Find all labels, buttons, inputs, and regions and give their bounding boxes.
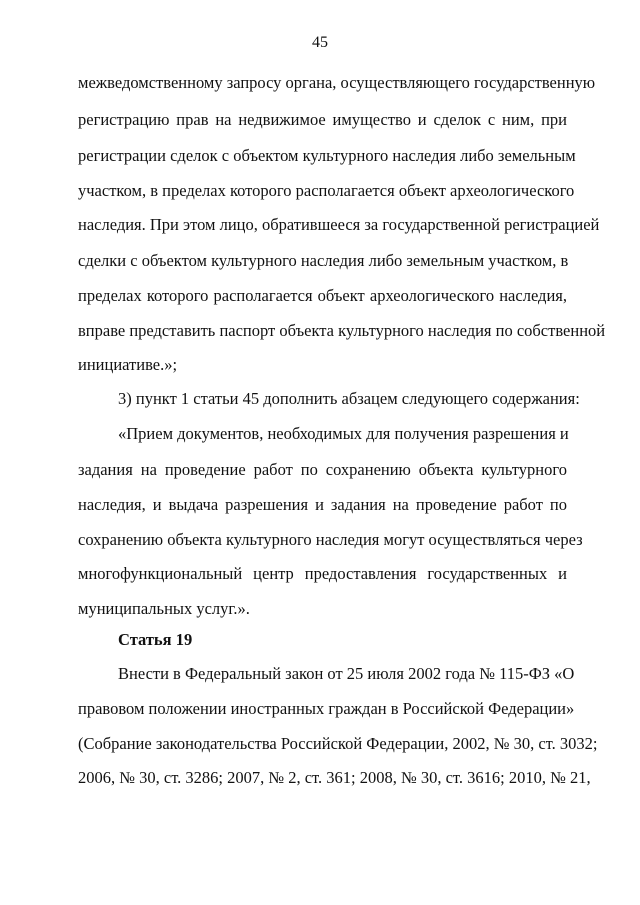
page-number: 45 xyxy=(312,34,328,51)
text-line: Внести в Федеральный закон от 25 июля 2002 года № 115-ФЗ «О xyxy=(118,664,575,683)
text-line: (Собрание законодательства Российской Федерации, 2002, № 30, ст. 3032; xyxy=(78,734,598,753)
text-line: «Прием документов, необходимых для получения разрешения и xyxy=(118,424,569,443)
text-line: вправе представить паспорт объекта культурного наследия по собственной xyxy=(78,321,606,340)
text-line: сделки с объектом культурного наследия либо земельным участком, в xyxy=(78,251,569,270)
text-line: участком, в пределах которого располагается объект археологического xyxy=(78,181,575,200)
text-line: муниципальных услуг.». xyxy=(78,599,250,618)
text-line: наследия, и выдача разрешения и задания на проведение работ по xyxy=(78,495,567,514)
text-line: задания на проведение работ по сохранению объекта культурного xyxy=(78,460,567,479)
text-line: регистрации сделок с объектом культурного наследия либо земельным xyxy=(78,146,576,165)
text-line: 2006, № 30, ст. 3286; 2007, № 2, ст. 361; 2008, № 30, ст. 3616; 2010, № 21, xyxy=(78,768,591,787)
text-line: межведомственному запросу органа, осуществляющего государственную xyxy=(78,73,596,92)
text-line: регистрацию прав на недвижимое имущество и сделок с ним, при xyxy=(78,110,567,129)
text-line: сохранению объекта культурного наследия могут осуществляться через xyxy=(78,530,583,549)
text-line: многофункциональный центр предоставления государственных и xyxy=(78,564,567,583)
text-line: инициативе.»; xyxy=(78,355,178,374)
text-line: пределах которого располагается объект археологического наследия, xyxy=(78,286,567,305)
text-line: 3) пункт 1 статьи 45 дополнить абзацем следующего содержания: xyxy=(118,389,580,408)
text-line: правовом положении иностранных граждан в Российской Федерации» xyxy=(78,699,575,718)
text-line: наследия. При этом лицо, обратившееся за государственной регистрацией xyxy=(78,215,600,234)
article-heading: Статья 19 xyxy=(118,630,193,649)
